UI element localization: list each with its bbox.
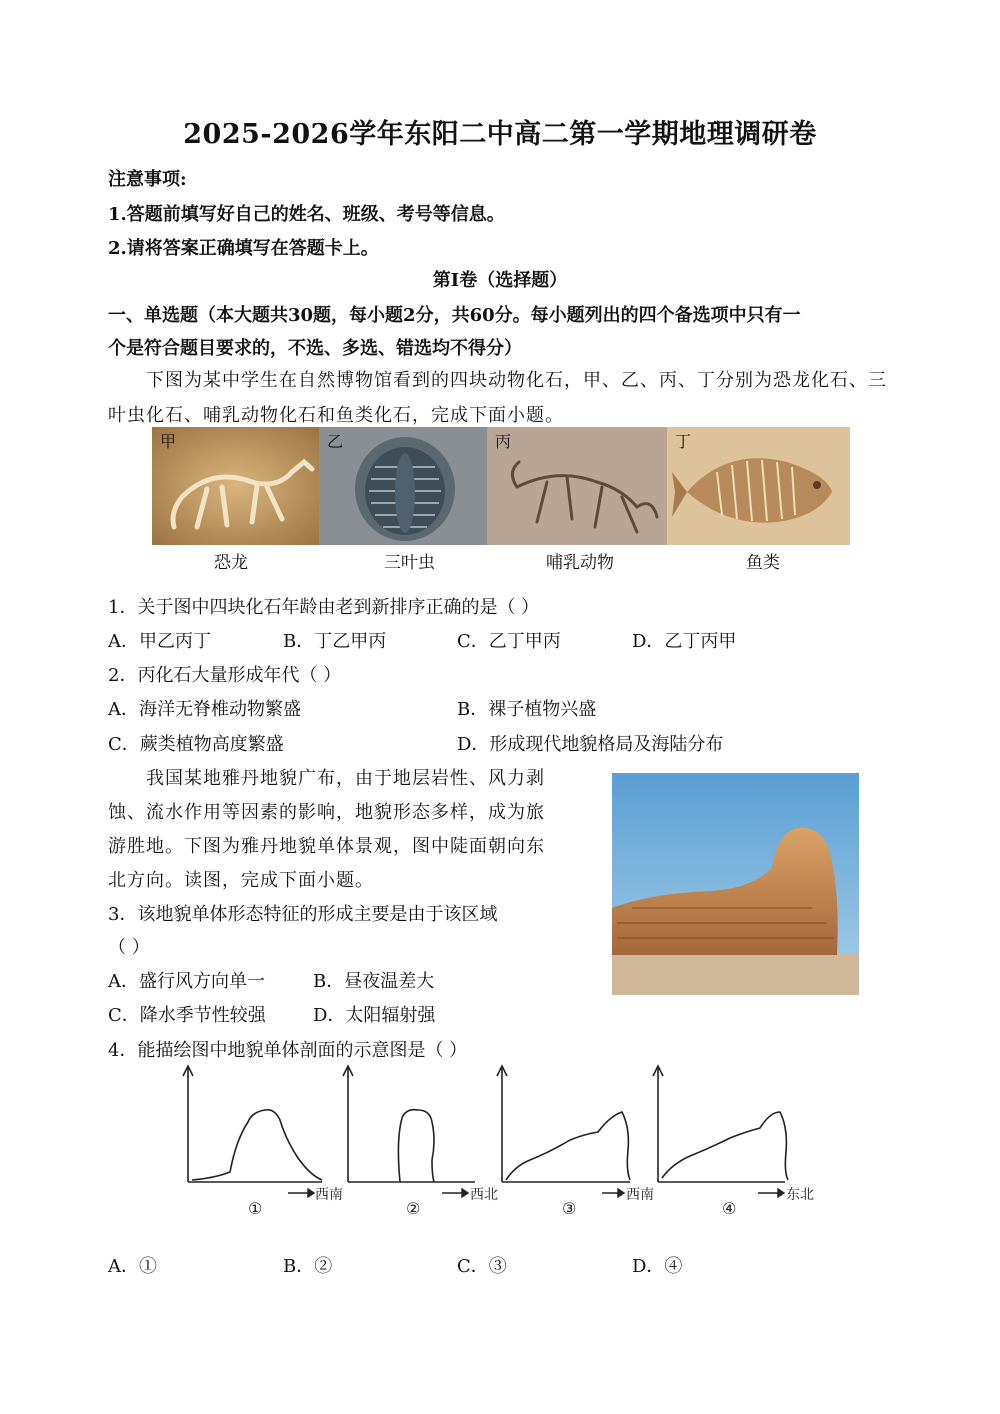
passage-yardang-line-1: 我国某地雅丹地貌广布，由于地层岩性、风力剥	[146, 768, 545, 789]
profile-3-direction: 西南	[626, 1187, 654, 1203]
trilobite-fossil-icon	[319, 427, 487, 545]
section-instruction-line-2: 个是符合题目要求的，不选、多选、错选均不得分）	[108, 338, 522, 359]
fossil-tag-ding: 丁	[675, 432, 692, 451]
section-title: 第I卷（选择题）	[432, 270, 568, 291]
yardang-landform-image	[612, 773, 859, 995]
profile-1-direction: 西南	[315, 1187, 343, 1203]
fossil-photo-strip	[152, 427, 850, 545]
profile-3-number: ③	[562, 1199, 577, 1218]
notice-item-1: 1.答题前填写好自己的姓名、班级、考号等信息。	[108, 204, 505, 225]
yardang-landform-icon	[612, 773, 859, 995]
notice-item-2: 2.请将答案正确填写在答题卡上。	[108, 238, 379, 259]
q3-option-b[interactable]: B．昼夜温差大	[313, 971, 435, 992]
q2-option-b[interactable]: B．裸子植物兴盛	[457, 699, 597, 720]
question-2-stem: 2．丙化石大量形成年代（ ）	[108, 665, 342, 686]
q3-option-d[interactable]: D．太阳辐射强	[313, 1005, 436, 1026]
fossil-fish-image	[667, 427, 850, 545]
passage-yardang-line-2: 蚀、流水作用等因素的影响，地貌形态多样，成为旅	[108, 802, 545, 823]
question-4-stem: 4．能描绘图中地貌单体剖面的示意图是（ ）	[108, 1040, 468, 1061]
fossil-caption-mammal: 哺乳动物	[546, 553, 614, 573]
profile-diagram-2	[343, 1066, 475, 1182]
passage-fossils: 下图为某中学生在自然博物馆看到的四块动物化石，甲、乙、丙、丁分别为恐龙化石、三叶虫化石、哺乳动物化石和鱼类化石，完成下面小题。	[108, 370, 887, 426]
fossil-caption-dinosaur: 恐龙	[214, 553, 248, 573]
q1-option-c[interactable]: C．乙丁甲丙	[457, 631, 561, 652]
dinosaur-fossil-icon	[152, 427, 319, 545]
profile-4-number: ④	[722, 1199, 737, 1218]
profile-2-direction: 西北	[470, 1187, 498, 1203]
q1-option-b[interactable]: B．丁乙甲丙	[283, 631, 387, 652]
profile-diagram-1	[183, 1066, 322, 1182]
question-1-stem: 1．关于图中四块化石年龄由老到新排序正确的是（ ）	[108, 597, 540, 618]
q2-option-d[interactable]: D．形成现代地貌格局及海陆分布	[457, 734, 724, 755]
notice-heading: 注意事项:	[108, 169, 187, 190]
q2-option-c[interactable]: C．蕨类植物高度繁盛	[108, 734, 284, 755]
fossil-trilobite-image	[319, 427, 487, 545]
fossil-caption-trilobite: 三叶虫	[384, 553, 435, 573]
fossil-mammal-image	[487, 427, 667, 545]
passage-yardang-line-4: 北方向。读图，完成下面小题。	[108, 870, 374, 891]
q3-option-c[interactable]: C．降水季节性较强	[108, 1005, 266, 1026]
fossil-dinosaur-image	[152, 427, 319, 545]
profile-diagram-4	[653, 1066, 788, 1182]
section-instruction-line-1: 一、单选题（本大题共30题，每小题2分，共60分。每小题列出的四个备选项中只有一	[108, 305, 801, 326]
q4-option-d[interactable]: D．④	[632, 1256, 683, 1277]
q1-option-a[interactable]: A．甲乙丙丁	[108, 631, 211, 652]
fossil-tag-yi: 乙	[327, 432, 344, 451]
q1-option-d[interactable]: D．乙丁丙甲	[632, 631, 737, 652]
question-3-stem: 3．该地貌单体形态特征的形成主要是由于该区域	[108, 904, 498, 925]
q4-option-b[interactable]: B．②	[283, 1256, 333, 1277]
fossil-captions	[152, 548, 850, 572]
profile-4-direction: 东北	[786, 1187, 814, 1203]
fossil-tag-jia: 甲	[160, 432, 177, 451]
page-title: 2025-2026学年东阳二中高二第一学期地理调研卷	[183, 119, 817, 150]
fish-fossil-icon	[667, 427, 850, 545]
question-3-paren: （ ）	[108, 937, 150, 958]
profile-1-number: ①	[248, 1199, 263, 1218]
q2-option-a[interactable]: A．海洋无脊椎动物繁盛	[108, 699, 301, 720]
passage-yardang-line-3: 游胜地。下图为雅丹地貌单体景观，图中陡面朝向东	[108, 836, 545, 857]
profile-diagram-3	[497, 1066, 630, 1182]
fossil-caption-fish: 鱼类	[746, 553, 780, 573]
profile-2-number: ②	[406, 1199, 421, 1218]
q3-option-a[interactable]: A．盛行风方向单一	[108, 971, 265, 992]
fossil-tag-bing: 丙	[495, 432, 512, 451]
q4-option-c[interactable]: C．③	[457, 1256, 507, 1277]
mammal-fossil-icon	[487, 427, 667, 545]
q4-option-a[interactable]: A．①	[108, 1256, 157, 1277]
profile-diagrams	[170, 1060, 850, 1225]
